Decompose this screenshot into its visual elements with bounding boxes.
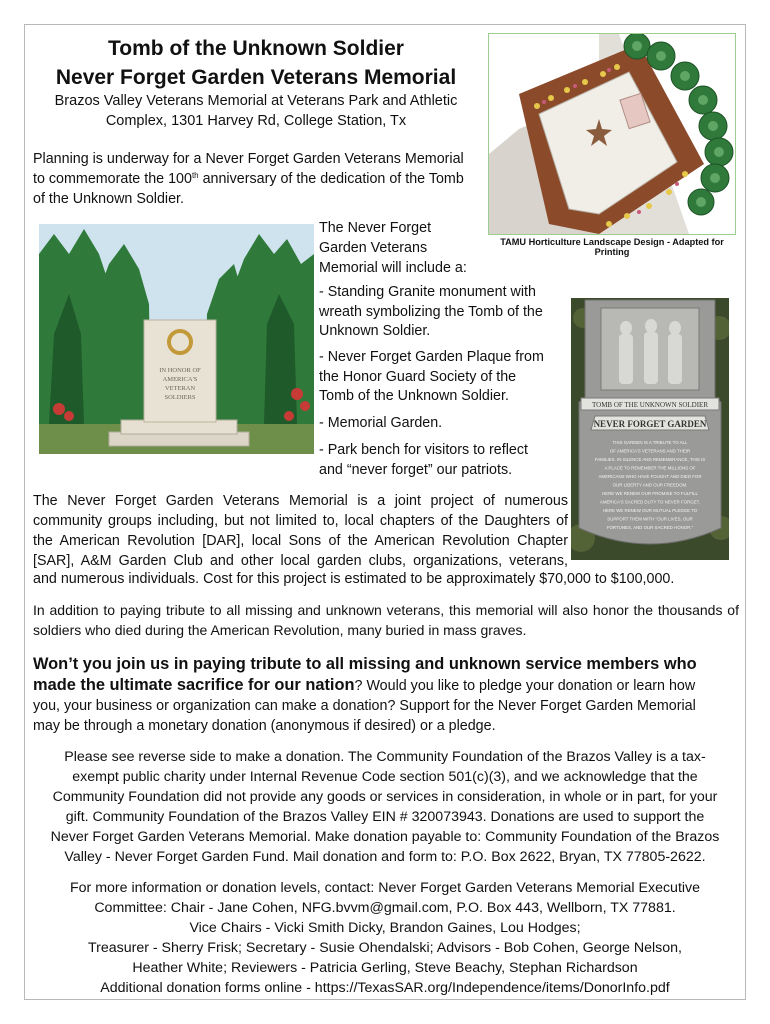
plaque-drawing <box>571 298 729 560</box>
monument-illustration <box>39 224 314 454</box>
includes-intro-line-2: Garden Veterans <box>319 240 428 256</box>
plaque-body-line: AMERICANS WHO HAVE FOUGHT AND DIED FOR <box>598 474 702 479</box>
intro-line-3: of the Unknown Soldier. <box>33 191 185 207</box>
donation-line-1: Please see reverse side to make a donation. The Community Foundation of the Brazos Valley is a tax- <box>64 749 706 765</box>
landscape-design-drawing <box>489 34 735 234</box>
monument-inscription-2: AMERICA'S <box>162 376 198 383</box>
contact-line-2: Committee: Chair - Jane Cohen, NFG.bvvm@gmail.com, P.O. Box 443, Wellborn, TX 77881. <box>94 900 676 916</box>
list-item-line: - Park bench for visitors to reflect <box>319 442 528 458</box>
contact-line-5: Heather White; Reviewers - Patricia Gerling, Steve Beachy, Stephan Richardson <box>132 960 638 976</box>
plaque-body-line: FAMILIES. IN SILENCE AND REMEMBRANCE, THIS IS <box>594 457 706 462</box>
plaque-body-line: HERE WE RENEW OUR MUTUAL PLEDGE TO <box>602 508 698 513</box>
intro-superscript: th <box>191 171 199 180</box>
monument-inscription-4: SOLDIERS <box>164 394 196 401</box>
includes-intro-line-3: Memorial will include a: <box>319 260 467 276</box>
title-line-1: Tomb of the Unknown Soldier <box>108 37 404 60</box>
donation-line-6: Valley - Never Forget Garden Fund. Mail donation and form to: P.O. Box 2622, Bryan, TX 77805-2622. <box>64 849 706 865</box>
list-item-line: wreath symbolizing the Tomb of the <box>319 303 543 320</box>
list-item-line: - Standing Granite monument with <box>319 284 536 300</box>
list-item-line: Tomb of the Unknown Soldier. <box>319 388 509 404</box>
intro-line-2 <box>33 169 485 189</box>
plaque-body-line: THIS GARDEN IS A TRIBUTE TO ALL <box>612 440 688 445</box>
list-item <box>319 441 564 480</box>
cta-line-1 <box>33 654 741 675</box>
monument-drawing <box>39 224 314 454</box>
cta-plain-line-2: ? Would you like to pledge your donation or learn how <box>354 678 696 694</box>
joint-line-1: The Never Forget Garden Veterans Memorial is a joint project of numerous <box>33 493 568 509</box>
plaque-body-line: AMERICA'S SACRED DUTY TO NEVER FORGET. <box>599 499 701 505</box>
donation-info <box>33 747 737 867</box>
contact-line-4: Treasurer - Sherry Frisk; Secretary - Susie Ohendalski; Advisors - Bob Cohen, George Nelson, <box>87 940 682 956</box>
subtitle-line-2: Complex, 1301 Harvey Rd, College Station, Tx <box>105 113 407 129</box>
cta-bold-line-1: Won’t you join us in paying tribute to all missing and unknown service members who <box>33 655 697 673</box>
plaque-body-line: HERE WE RENEW OUR PROMISE TO FULFILL <box>602 491 698 496</box>
joint-line-4: [SAR], A&M Garden Club and other local garden clubs, organizations, veterans, <box>33 553 568 569</box>
donation-line-2: exempt public charity under Internal Revenue Code section 501(c)(3), and we acknowledge that the <box>72 769 698 785</box>
cta-line-2 <box>33 675 741 696</box>
intro-line-1: Planning is underway for a Never Forget Garden Veterans Memorial <box>33 151 464 167</box>
subtitle-line-1: Brazos Valley Veterans Memorial at Veterans Park and Athletic <box>54 93 458 109</box>
donation-line-4: gift. Community Foundation of the Brazos Valley EIN # 320073943. Donations are used to support the <box>65 809 705 825</box>
landscape-design-image <box>488 33 736 235</box>
contact-line-6: Additional donation forms online - https://TexasSAR.org/Independence/items/DonorInfo.pdf <box>100 980 670 996</box>
intro-line-2-post: anniversary of the dedication of the Tomb <box>198 171 464 187</box>
list-item-line: Unknown Soldier. <box>319 323 431 339</box>
list-item-line: - Never Forget Garden Plaque from <box>319 349 544 365</box>
plaque-body-line: FORTUNES, AND OUR SACRED HONOR." <box>606 525 694 530</box>
design-image-caption: TAMU Horticulture Landscape Design - Adapted for Printing <box>500 237 724 257</box>
list-item <box>319 283 564 342</box>
contact-line-3: Vice Chairs - Vicki Smith Dicky, Brandon Gaines, Lou Hodges; <box>189 920 581 936</box>
includes-intro-line-1: The Never Forget <box>319 220 432 236</box>
monument-inscription-1: IN HONOR OF <box>159 367 201 374</box>
donation-line-5: Never Forget Garden Veterans Memorial. Make donation payable to: Community Foundation of the Brazos <box>50 829 720 845</box>
list-item <box>319 348 564 407</box>
plaque-body-line: A PLACE TO REMEMBER THE MILLIONS OF <box>604 465 696 471</box>
list-item-line: the Honor Guard Society of the <box>319 368 517 385</box>
plaque-body-line: OF AMERICA'S VETERANS AND THEIR <box>609 448 691 454</box>
plaque-name-text: NEVER FORGET GARDEN <box>593 419 707 429</box>
joint-line-2: community groups including, but not limited to, local chapters of the Daughters of <box>33 513 568 529</box>
cta-line-4: may be through a monetary donation (anonymous if desired) or a pledge. <box>33 718 496 734</box>
plaque-banner-text: TOMB OF THE UNKNOWN SOLDIER <box>591 401 709 409</box>
contact-info <box>33 878 737 998</box>
plaque-body-line: OUR LIBERTY AND OUR FREEDOM. <box>612 482 688 488</box>
cta-bold-line-2: made the ultimate sacrifice for our nation <box>33 676 355 694</box>
monument-inscription-3: VETERAN <box>164 385 196 392</box>
contact-line-1: For more information or donation levels, contact: Never Forget Garden Veterans Memorial Executive <box>69 880 701 896</box>
intro-line-2-pre: to commemorate the 100 <box>33 171 192 187</box>
joint-line-5: and numerous individuals. Cost for this project is estimated to be approximately $70,000 to $100,000. <box>33 571 675 587</box>
tribute-paragraph: In addition to paying tribute to all missing and unknown veterans, this memorial will also honor the thousands of soldiers who died during the American Revolution, many buried in mass graves. <box>33 602 739 638</box>
donation-line-3: Community Foundation did not provide any goods or services in consideration, in whole or in part, for your <box>52 789 718 805</box>
page-subtitle <box>28 91 484 131</box>
title-line-2: Never Forget Garden Veterans Memorial <box>55 66 457 89</box>
includes-intro <box>319 218 481 278</box>
plaque-photo <box>571 298 729 560</box>
list-item-line: - Memorial Garden. <box>319 415 443 431</box>
list-item <box>319 414 564 434</box>
joint-project-paragraph <box>33 491 568 571</box>
joint-line-3: the American Revolution [DAR], local Sons of the American Revolution Chapter <box>33 533 568 549</box>
call-to-action <box>33 654 741 736</box>
list-item-line: and “never forget” our patriots. <box>319 461 513 478</box>
plaque-body-line: SUPPORT THEM WITH "OUR LIVES, OUR <box>607 516 693 522</box>
page-title <box>28 34 484 92</box>
intro-paragraph <box>33 149 485 209</box>
cta-line-3: you, your business or organization can make a donation? Support for the Never Forget Garden Memorial <box>33 698 696 714</box>
